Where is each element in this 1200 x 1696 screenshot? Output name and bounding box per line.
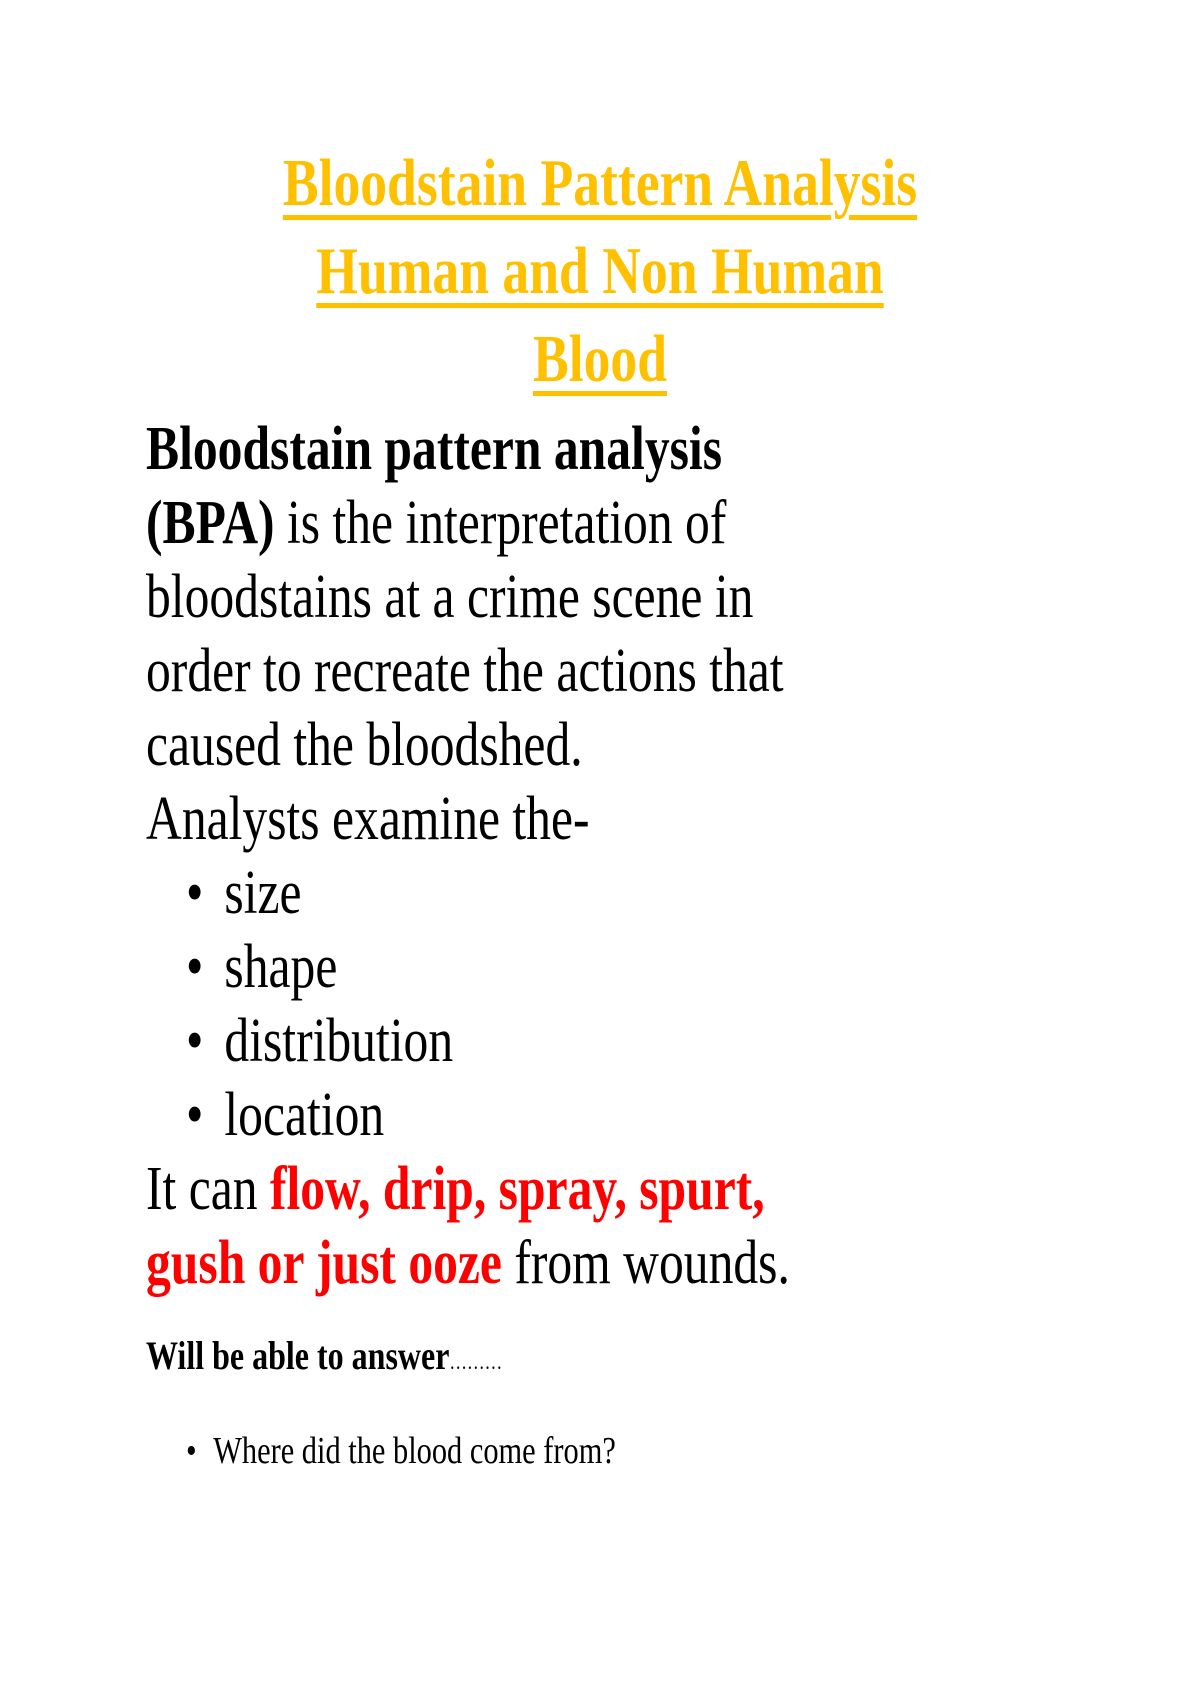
examine-item (186, 933, 338, 1001)
examine-item (186, 1081, 385, 1149)
intro-definition-start: is the interpretation of (274, 489, 727, 557)
intro-line-1 (146, 415, 723, 483)
examine-item-label: distribution (224, 1007, 454, 1075)
intro-line-5: caused the bloodshed. (146, 711, 583, 779)
examine-item (186, 1007, 454, 1075)
examine-item (186, 859, 302, 927)
flow-prefix: It can (146, 1155, 270, 1223)
bpa-abbreviation: (BPA) (146, 489, 275, 557)
question-item (186, 1432, 616, 1470)
answer-ellipsis: ……… (449, 1349, 503, 1374)
document-title-line-1: Bloodstain Pattern Analysis (282, 146, 918, 220)
bullet-icon: • (186, 1007, 204, 1075)
examine-item-label: location (224, 1081, 385, 1149)
bpa-term: Bloodstain pattern analysis (146, 415, 723, 483)
flow-line-2 (146, 1229, 790, 1297)
answer-heading (146, 1333, 503, 1378)
intro-line-3: bloodstains at a crime scene in (146, 563, 754, 631)
flow-suffix: from wounds. (501, 1229, 790, 1297)
flow-types-highlight: flow, drip, spray, spurt, (269, 1155, 765, 1223)
examine-item-label: shape (224, 933, 338, 1001)
bullet-icon: • (186, 1081, 204, 1149)
document-title-line-2: Human and Non Human (316, 234, 884, 308)
flow-line-1 (146, 1155, 765, 1223)
question-text: Where did the blood come from? (213, 1430, 616, 1472)
answer-heading-text: Will be able to answer (146, 1333, 450, 1378)
flow-types-highlight-2: gush or just ooze (146, 1229, 502, 1297)
intro-line-4: order to recreate the actions that (146, 637, 784, 705)
intro-line-2 (146, 489, 727, 557)
document-title-line-3: Blood (532, 322, 668, 396)
examine-lead: Analysts examine the- (146, 785, 590, 853)
examine-item-label: size (224, 859, 302, 927)
bullet-icon: • (186, 1430, 197, 1472)
bullet-icon: • (186, 859, 204, 927)
bullet-icon: • (186, 933, 204, 1001)
